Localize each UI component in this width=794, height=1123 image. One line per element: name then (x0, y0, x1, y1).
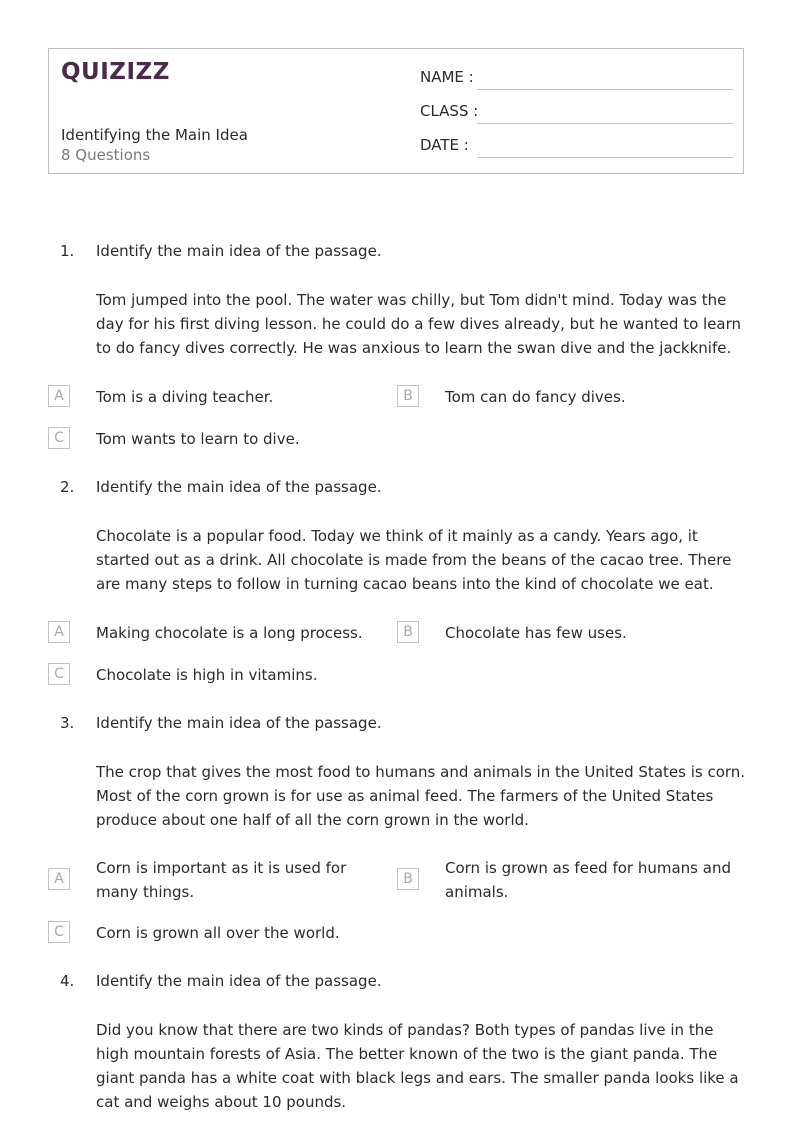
option-c-box[interactable]: C (48, 663, 70, 685)
question-passage: The crop that gives the most food to humans and animals in the United States is corn. Most of the corn grown is for use as animal feed. The farmers of the United States produce about one half of all the corn grown in the world. (96, 763, 746, 829)
option-c-text[interactable]: Tom wants to learn to dive. (96, 430, 300, 448)
question-passage: Did you know that there are two kinds of pandas? Both types of pandas live in the high mountain forests of Asia. The better known of the two is the giant panda. The giant panda has a white coat with black legs and ears. The smaller panda looks like a cat and weighs about 10 pounds. (96, 1021, 739, 1111)
option-b-box[interactable]: B (397, 385, 419, 407)
option-c-box[interactable]: C (48, 427, 70, 449)
question-passage: Tom jumped into the pool. The water was chilly, but Tom didn't mind. Today was the day for his first diving lesson. he could do a few dives already, but he wanted to learn to do fancy dives correctly. He was anxious to learn the swan dive and the jackknife. (96, 291, 742, 357)
option-a-box[interactable]: A (48, 621, 70, 643)
option-a-text[interactable]: Making chocolate is a long process. (96, 624, 363, 642)
question-prompt: Identify the main idea of the passage. (96, 242, 382, 260)
option-b-text[interactable]: Tom can do fancy dives. (445, 388, 626, 406)
question-number: 4. (60, 972, 75, 990)
option-b-text[interactable]: Chocolate has few uses. (445, 624, 627, 642)
option-a-box[interactable]: A (48, 868, 70, 890)
question-prompt: Identify the main idea of the passage. (96, 714, 382, 732)
name-label: NAME : (420, 68, 474, 86)
date-label: DATE : (420, 136, 469, 154)
question-passage: Chocolate is a popular food. Today we think of it mainly as a candy. Years ago, it started out as a drink. All chocolate is made from the beans of the cacao tree. There are many steps to follow in turning cacao beans into the kind of chocolate we eat. (96, 527, 732, 593)
option-a-box[interactable]: A (48, 385, 70, 407)
option-c-text[interactable]: Chocolate is high in vitamins. (96, 666, 318, 684)
question-number: 3. (60, 714, 75, 732)
class-label: CLASS : (420, 102, 479, 120)
date-line[interactable] (477, 157, 733, 158)
option-a-text[interactable]: Tom is a diving teacher. (96, 388, 274, 406)
option-b-box[interactable]: B (397, 868, 419, 890)
question-count: 8 Questions (61, 146, 151, 164)
quizizz-logo: QUIZIZZ (61, 59, 170, 85)
option-b-box[interactable]: B (397, 621, 419, 643)
worksheet-title: Identifying the Main Idea (61, 126, 248, 144)
option-c-box[interactable]: C (48, 921, 70, 943)
question-number: 1. (60, 242, 75, 260)
worksheet-header (48, 48, 744, 174)
option-a-text[interactable]: Corn is important as it is used for many things. (96, 859, 347, 901)
name-line[interactable] (477, 89, 733, 90)
question-number: 2. (60, 478, 75, 496)
option-b-text[interactable]: Corn is grown as feed for humans and animals. (445, 859, 731, 901)
option-c-text[interactable]: Corn is grown all over the world. (96, 924, 340, 942)
class-line[interactable] (477, 123, 733, 124)
question-prompt: Identify the main idea of the passage. (96, 478, 382, 496)
question-prompt: Identify the main idea of the passage. (96, 972, 382, 990)
